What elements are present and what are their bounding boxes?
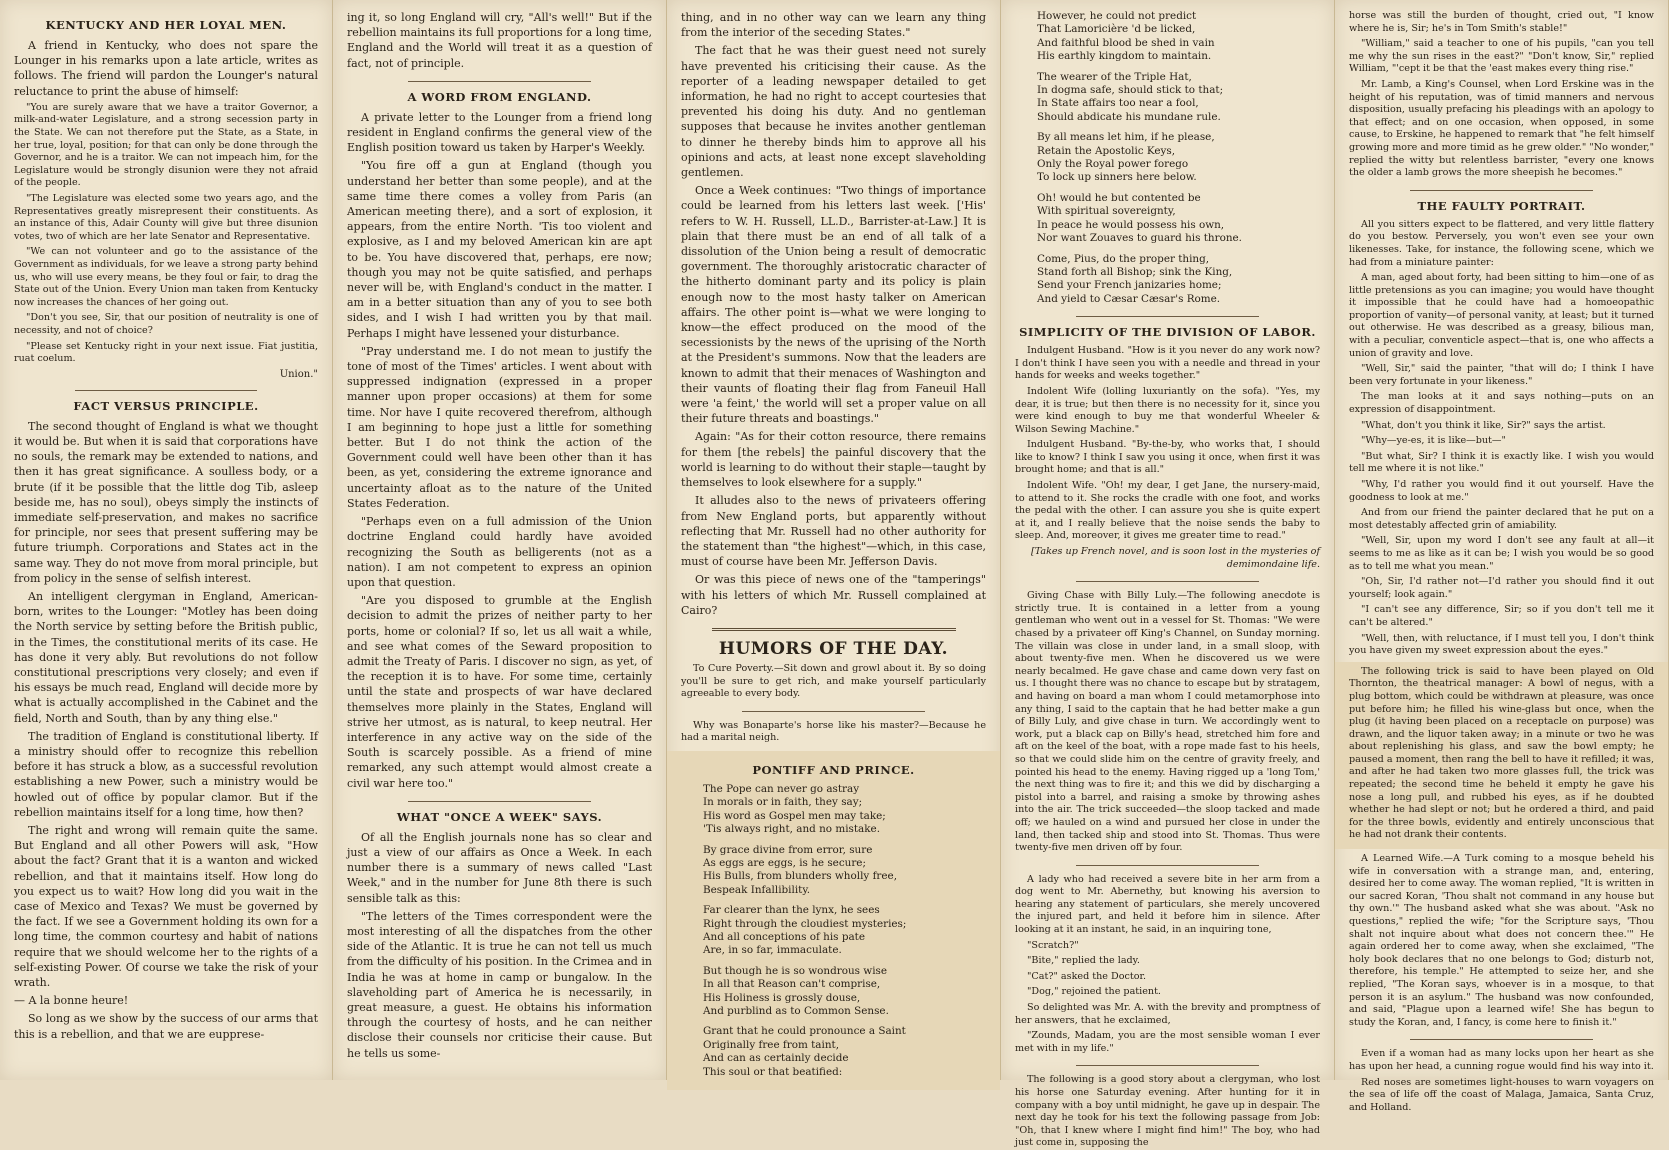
paragraph: All you sitters expect to be flattered, and very little flattery do you bestow. Perversely, you won't even see your own likenesses. Take, for instance, the following scene, which we had from a miniature painter: (1349, 218, 1654, 268)
column-1 (0, 0, 333, 1080)
dialogue-line: Indolent Wife (lolling luxuriantly on the sofa). "Yes, my dear, it is true; but then there is no necessity for it, since you were kind enough to buy me that wonderful Wheeler & Wilson Sewing Machine." (1015, 385, 1320, 435)
paragraph: "Perhaps even on a full admission of the Union doctrine England could hardly have avoided recognizing the South as belligerents (not as a nation). I am not competent to express an opinion upon that question. (347, 515, 652, 589)
anecdote: "Bite," replied the lady. (1027, 955, 1140, 967)
column-2 (333, 0, 667, 1080)
stage-direction: [Takes up French novel, and is soon lost in the mysteries of demimondaine life. (1030, 546, 1320, 570)
signature: Union." (279, 368, 318, 380)
paragraph: Of all the English journals none has so clear and just a view of our affairs as Once a Week. In each number there is a summary of news called "Last Week," and in the number for June 8th there is such sensible talk as this: (347, 830, 652, 905)
article-heading-word-from-england: A WORD FROM ENGLAND. (407, 89, 592, 104)
paragraph: A private letter to the Lounger from a friend long resident in England confirms the general view of the English position toward us taken by Harper's Weekly. (347, 110, 652, 155)
poem-stanza: However, he could not predict That Lamoricière 'd be licked, And faithful blood be shed in vain His earthly kingdom to maintain. (1037, 10, 1215, 63)
paragraph: "I can't see any difference, Sir; so if you don't tell me it can't be altered." (1349, 604, 1654, 628)
divider (1076, 581, 1259, 582)
divider (742, 711, 925, 712)
paragraph: A friend in Kentucky, who does not spare the Lounger in his remarks upon a late article, writes as follows. The friend will pardon the Lounger's natural reluctance to print the abuse of himself: (14, 39, 318, 98)
poem-clipping (667, 751, 1000, 1090)
paragraph: "Well, then, with reluctance, if I must tell you, I don't think you have given my sweet expression about the eyes." (1349, 632, 1654, 657)
paragraph: Once a Week continues: "Two things of importance could be learned from his letters last week. ['His' refers to W. H. Russell, LL.D., Barrister-at-Law.] It is plain that there must be an end of all talk of a dissolution of the Union being a result of democratic government. The thoroughly aristocratic character of the hitherto dominant party and its policy is plain enough now to the most hasty talker on American affairs. The other point is—what we were longing to know—the effect produced on the mood of the secessionists by the news of the uprising of the North at the President's summons. Now that the leaders are known to admit that their menaces of Washington and their vaunts of floating their flag from Faneuil Hall were 'a feint,' the world will set a proper value on all their future threats and boastings." (681, 184, 986, 426)
article-heading-faulty-portrait: THE FAULTY PORTRAIT. (1417, 198, 1586, 213)
article-heading-fact-versus-principle: FACT VERSUS PRINCIPLE. (73, 398, 259, 413)
poem-stanza: Oh! would he but contented be With spiritual sovereignty, In peace he would possess his own, Nor want Zouaves to guard his throne. (1037, 191, 1242, 245)
poem-stanza: Come, Pius, do the proper thing, Stand forth all Bishop; sink the King, Send your French janizaries home; And yield to Cæsar Cæsar's Rome. (1037, 252, 1233, 305)
paragraph: "Well, Sir," said the painter, "that will do; I think I have been very fortunate in your likeness." (1349, 363, 1654, 387)
poem-stanza: By grace divine from error, sure As eggs are eggs, is he secure; His Bulls, from blunders wholly free, Bespeak Infallibility. (703, 843, 897, 896)
section-heading-humors-of-the-day: HUMORS OF THE DAY. (718, 638, 949, 659)
anecdote: "Dog," rejoined the patient. (1027, 986, 1161, 998)
paragraph: "Oh, Sir, I'd rather not—I'd rather you should find it out yourself; look again." (1349, 576, 1654, 600)
divider (1410, 190, 1593, 191)
article-heading-division-of-labor: SIMPLICITY OF THE DIVISION OF LABOR. (1019, 325, 1316, 340)
poem-stanza: The wearer of the Triple Hat, In dogma safe, should stick to that; In State affairs too near a fool, Should abdicate his mundane rule. (1037, 70, 1224, 123)
quoted-letter-paragraph: "Don't you see, Sir, that our position of neutrality is one of necessity, and not of choice? (14, 312, 318, 336)
anecdote: Even if a woman had as many locks upon her heart as she has upon her head, a cunning rogue would find his way into it. (1349, 1048, 1654, 1072)
joke: To Cure Poverty.—Sit down and growl about it. By so doing you'll be sure to get rich, and make yourself particularly agreeable to every body. (681, 662, 986, 700)
paragraph: Or was this piece of news one of the "tamperings" with his letters of which Mr. Russell complained at Cairo? (681, 573, 986, 617)
column-5 (1335, 0, 1669, 1113)
column-4 (1001, 0, 1335, 1149)
paragraph: The right and wrong will remain quite the same. But England and all other Powers will ask, "How about the fact? Grant that it is a wanton and wicked rebellion, and that it maintains itself. How long do you expect us to wait? How long did you wait in the case of Mexico and Texas? We must be governed by the fact. If we see a Government holding its own for a long time, the common courtesy and habit of nations require that we should welcome her to the rights of a self-existing Power. Of course we take the risk of your wrath. (14, 823, 318, 989)
paragraph: An intelligent clergyman in England, American-born, writes to the Lounger: "Motley has been doing the North service by setting before the British public, in the Times, the constitutional merits of its case. He has done it very ably. But revolutions do not follow constitutional prescriptions very closely; and even if his essays be much read, England will decide more by what is actually accomplished in the Cabinet and the field, North and South, than by any thing else." (14, 589, 318, 725)
quoted-letter-paragraph: "We can not volunteer and go to the assistance of the Government as individuals, for we leave a strong party behind us, who will use every means, be they foul or fair, to drag the State out of the Union. Every Union man taken from Kentucky now increases the chances of her going out. (14, 246, 318, 308)
anecdote: "William," said a teacher to one of his pupils, "can you tell me why the sun rises in the east?" "Don't know, Sir," replied William, "'cept it be that the 'east makes every thing rise." (1349, 38, 1654, 75)
paragraph: "Why, I'd rather you would find it out yourself. Have the goodness to look at me." (1349, 479, 1654, 503)
paragraph: "Well, Sir, upon my word I don't see any fault at all—it seems to me as like as it can be; I wish you would be so good as to tell me what you mean." (1349, 535, 1654, 572)
paragraph: "The letters of the Times correspondent were the most interesting of all the dispatches from the other side of the Atlantic. It is true he can not tell us much from the difficulty of his position. In the Crimea and in India he was at home in camp or bungalow. In the slaveholding part of America he is necessarily, in great measure, a guest. He obtains his information through the courtesy of hosts, and he can neither disclose their counsels nor criticise their cause. But he tells us some- (347, 909, 652, 1060)
paragraph: "Pray understand me. I do not mean to justify the tone of most of the Times' articles. I went about with suppressed indignation (expressed in a proper manner upon proper occasions) at them for some time. Nor have I quite recovered therefrom, although I am beginning to hope just a little for something better. But I do not think the action of the Government could well have been other than it has been, as yet, considering the extreme ignorance and uncertainty afloat as to the nature of the United States Federation. (347, 344, 652, 510)
anecdote: horse was still the burden of thought, cried out, "I know where he is, Sir; he's in Tom Smith's stable!" (1349, 10, 1654, 34)
quoted-letter-paragraph: "The Legislature was elected some two years ago, and the Representatives greatly misrepresent their constituents. As an instance of this, Adair County will give but three disunion votes, two of which are her late Senator and Representative. (14, 192, 318, 242)
divider (1410, 1039, 1593, 1040)
poem-stanza: The Pope can never go astray In morals or in faith, they say; His word as Gospel men may take; 'Tis always right, and no mistake. (703, 782, 886, 836)
paragraph: And from our friend the painter declared that he put on a most detestably affected grin of amiability. (1349, 507, 1654, 531)
paragraph: A man, aged about forty, had been sitting to him—one of as little pretensions as you can imagine; you would have thought it impossible that he could have had a homoeopathic proportion of vanity—of personal vanity, at least; but it turned out otherwise. He was described as a greasy, bilious man, with a peculiar, conventicle aspect—that is, one who affects a union of gravity and love. (1349, 272, 1654, 359)
paragraph: "What, don't you think it like, Sir?" says the artist. (1361, 419, 1606, 431)
poem-heading-pontiff-and-prince: PONTIFF AND PRINCE. (752, 762, 915, 777)
dialogue-line: Indulgent Husband. "By-the-by, who works that, I should like to know? I think I saw you using it once, when first it was brought home; and that is all." (1015, 439, 1320, 476)
anecdote: Giving Chase with Billy Luly.—The following anecdote is strictly true. It is contained in a letter from a young gentleman who went out in a vessel for St. Thomas: "We were chased by a privateer off King's Channel, on Sunday morning. The villain was close in under land, in a small sloop, with about twenty-five men. When he discovered us we were nearly becalmed. He gave chase and came down very fast on us. I thought there was no chance to escape but by stratagem, and having on board a man whom I could metamorphose into any thing, I said to the captain that he had better make a gun of Billy Luly, and give chase in turn. We accordingly went to work, put a black cap on Billy's head, stretched him fore and aft on the keel of the boat, with a rope made fast to his heels, so that we could slide him on the centre of gravity freely, and pointed his head to the enemy. Having rigged up a 'long Tom,' the next thing was to fire it; and this we did by discharging a pistol into a barrel, and raising a smoke by throwing ashes into the air. The trick succeeded—the sloop tacked and made off; we hauled on a wind and pursued her close in under the land, then tacked ship and stood into St. Thomas. Thus were twenty-five men driven off by four. (1015, 590, 1320, 854)
dialogue-line: Indolent Wife. "Oh! my dear, I get Jane, the nursery-maid, to attend to it. She rocks the cradle with one foot, and works the pedal with the other. I can assure you she is quite expert at it, and I really believe that the noise sends the baby to sleep. And, moreover, it gives me greater time to read." (1015, 480, 1320, 542)
divider (75, 390, 257, 391)
poem-stanza: By all means let him, if he please, Retain the Apostolic Keys, Only the Royal power forego To lock up sinners here below. (1037, 131, 1215, 184)
divider (712, 628, 956, 631)
anecdote-clipping (1335, 662, 1668, 849)
quoted-letter-paragraph: "You are surely aware that we have a traitor Governor, a milk-and-water Legislature, and a strong secession party in the State. We can not therefore put the State, as a State, in her true, loyal, position; for that can only be done through the Governor, and he is a traitor. We can not impeach him, for the Legislature would be strongly disunion were they not afraid of the people. (14, 101, 318, 189)
paragraph: — A la bonne heure! (14, 994, 129, 1008)
anecdote: The following is a good story about a clergyman, who lost his horse one Saturday evening. After hunting for it in company with a boy until midnight, he gave up in despair. The next day he took for his text the following passage from Job: "Oh, that I knew where I might find him!" The boy, who had just come in, supposing the (1015, 1074, 1320, 1149)
paragraph: The tradition of England is constitutional liberty. If a ministry should offer to recognize this rebellion before it has struck a blow, as a successful revolution establishing a new Power, such a ministry would be howled out of office by popular clamor. But if the rebellion maintains itself for a long time, how then? (14, 729, 318, 819)
dialogue-line: Indulgent Husband. "How is it you never do any work now? I don't think I have seen you with a needle and thread in your hands for weeks and weeks together." (1015, 345, 1320, 382)
paragraph: ing it, so long England will cry, "All's well!" But if the rebellion maintains its full proportions for a long time, England and the World will treat it as a question of fact, not of principle. (347, 11, 652, 70)
article-heading-once-a-week: WHAT "ONCE A WEEK" SAYS. (396, 809, 603, 824)
anecdote: Red noses are sometimes light-houses to warn voyagers on the sea of life off the coast of Malaga, Jamaica, Santa Cruz, and Holland. (1349, 1076, 1654, 1113)
anecdote: The following trick is said to have been played on Old Thornton, the theatrical manager: A bowl of negus, with a plug bottom, which could be withdrawn at pleasure, was once put before him; he filled his wine-glass but once, when the plug (it having been placed on a receptacle on purpose) was drawn, and the liquor taken away; in a minute or two he was about replenishing his glass, and saw the bowl empty; he paused a moment, then rang the bell to have it refilled; it was, and after he had taken two more glasses full, the trick was repeated; the second time he beheld it empty he gave his nose a long pull, and rubbed his eyes, as if he doubted whether he had slept or not; but he ordered a third, and paid for the three bowls, evidently and entirely unconscious that he had not drank their contents. (1349, 665, 1654, 841)
divider (408, 81, 591, 82)
paragraph: "Are you disposed to grumble at the English decision to admit the prizes of neither party to her ports, home or colonial? If so, let us all wait a while, and see what comes of the Seward proposition to admit the Treaty of Paris. I discover no sign, as yet, of the reception it is to have. For some time, certainly until the state and prospects of war have declared themselves more plainly in the States, England will strive her utmost, as is natural, to keep neutral. Her interference in any active way on the side of the South is scarcely possible. As a friend of mine remarked, any such attempt would almost create a civil war here too." (347, 594, 652, 790)
paragraph: So long as we show by the success of our arms that this is a rebellion, and that we are eupprese- (14, 1012, 318, 1041)
divider (1076, 1065, 1259, 1066)
paragraph: Again: "As for their cotton resource, there remains for them [the rebels] the painful discovery that the world is learning to do without their staple—taught by themselves to look elsewhere for a supply." (681, 430, 986, 490)
divider (1076, 316, 1259, 317)
divider (1076, 865, 1259, 866)
quoted-letter-paragraph: "Please set Kentucky right in your next issue. Fiat justitia, ruat coelum. (14, 340, 318, 365)
column-3 (667, 0, 1001, 1080)
paragraph: It alludes also to the news of privateers offering from New England ports, but apparently without reflecting that Mr. Russell had no other authority for the statement than "the highest"—which, in this case, must of course have been Mr. Jefferson Davis. (681, 494, 986, 569)
paragraph: "Why—ye-es, it is like—but—" (1361, 435, 1506, 447)
anecdote: "Zounds, Madam, you are the most sensible woman I ever met with in my life." (1015, 1030, 1320, 1054)
anecdote: "Scratch?" (1027, 939, 1079, 951)
anecdote: A Learned Wife.—A Turk coming to a mosque beheld his wife in conversation with a strange man, and, entering, desired her to come away. The woman replied, "It is written in our sacred Koran, 'Thou shalt not command in any house but thy own.'" The husband asked what she was about. "Ask no questions," replied the wife; "for the Scripture says, 'Thou shalt not inquire about what does not concern thee.'" He again ordered her to come away, when she exclaimed, "The holy book declares that no one belongs to God; disturb not, therefore, his temple." He attempted to seize her, and she replied, "The Koran says, whoever is in a mosque, to that person it is an asylum." The husband was now confounded, and said, "Plague upon a learned wife! She has begun to study the Koran, and, I fancy, is come here to finish it." (1349, 853, 1654, 1028)
poem-stanza: Far clearer than the lynx, he sees Right through the cloudiest mysteries; And all conceptions of his pate Are, in so far, immaculate. (703, 904, 907, 957)
paragraph: The fact that he was their guest need not surely have prevented his criticising their cause. As the reporter of a leading newspaper detailed to get information, he had no right to accept courtesies that prevented his doing his duty. And no gentleman supposes that because he invites another gentleman to dinner he thereby binds him to approve all his opinions and acts, at least none except slaveholding gentlemen. (681, 44, 986, 180)
article-heading-kentucky: KENTUCKY AND HER LOYAL MEN. (45, 18, 287, 32)
poem-stanza: But though he is so wondrous wise In all that Reason can't comprise, His Holiness is grossly douse, And purblind as to Common Sense. (703, 964, 889, 1017)
divider (408, 801, 591, 802)
poem-stanza: Grant that he could pronounce a Saint Originally free from taint, And can as certainly decide This soul or that beatified: (703, 1025, 906, 1078)
anecdote: Mr. Lamb, a King's Counsel, when Lord Erskine was in the height of his reputation, was of timid manners and nervous disposition, usually prefacing his pleadings with an apology to that effect; and on one occasion, when opposed, in some cause, to Erskine, he happened to remark that "he felt himself growing more and more timid as he grew older." "No wonder," replied the witty but relentless barrister, "every one knows the older a lamb grows the more sheepish he becomes." (1349, 78, 1654, 179)
anecdote: "Cat?" asked the Doctor. (1027, 970, 1147, 982)
paragraph: The man looks at it and says nothing—puts on an expression of disappointment. (1349, 391, 1654, 416)
joke: Why was Bonaparte's horse like his master?—Because he had a marital neigh. (681, 719, 986, 744)
paragraph: "But what, Sir? I think it is exactly like. I wish you would tell me where it is not like." (1349, 450, 1654, 475)
anecdote: So delighted was Mr. A. with the brevity and promptness of her answers, that he exclaimed, (1015, 1002, 1320, 1026)
anecdote: A lady who had received a severe bite in her arm from a dog went to Mr. Abernethy, but knowing his aversion to hearing any statement of particulars, she merely uncovered the injured part, and held it before him in silence. After looking at it an instant, he said, in an inquiring tone, (1015, 873, 1320, 936)
paragraph: thing, and in no other way can we learn any thing from the interior of the seceding States." (681, 11, 986, 40)
paragraph: "You fire off a gun at England (though you understand her better than some people), and at the same time there comes a volley from Paris (an American meeting there), and a sort of explosion, it appears, from the entire North. 'Tis too violent and explosive, as I and my beloved American kin are apt to be. You have discovered that, perhaps, ere now; though you may not be quite satisfied, and perhaps never will be, with England's conduct in the matter. I am in a better situation than any of you to see both sides, and I wish I had written you by that mail. Perhaps I might have lessened your disturbance. (347, 159, 652, 340)
paragraph: The second thought of England is what we thought it would be. But when it is said that corporations have no souls, the remark may be extended to nations, and then it has great significance. A soulless body, or a brute (if it be possible that the little dog Tib, asleep beside me, has no soul), obeys simply the instincts of immediate self-preservation, and makes no sacrifice for principle, nor sees that present suffering may be future triumph. Corporations and States act in the same way. They do not move from moral principle, but from policy in the sense of selfish interest. (14, 419, 319, 585)
